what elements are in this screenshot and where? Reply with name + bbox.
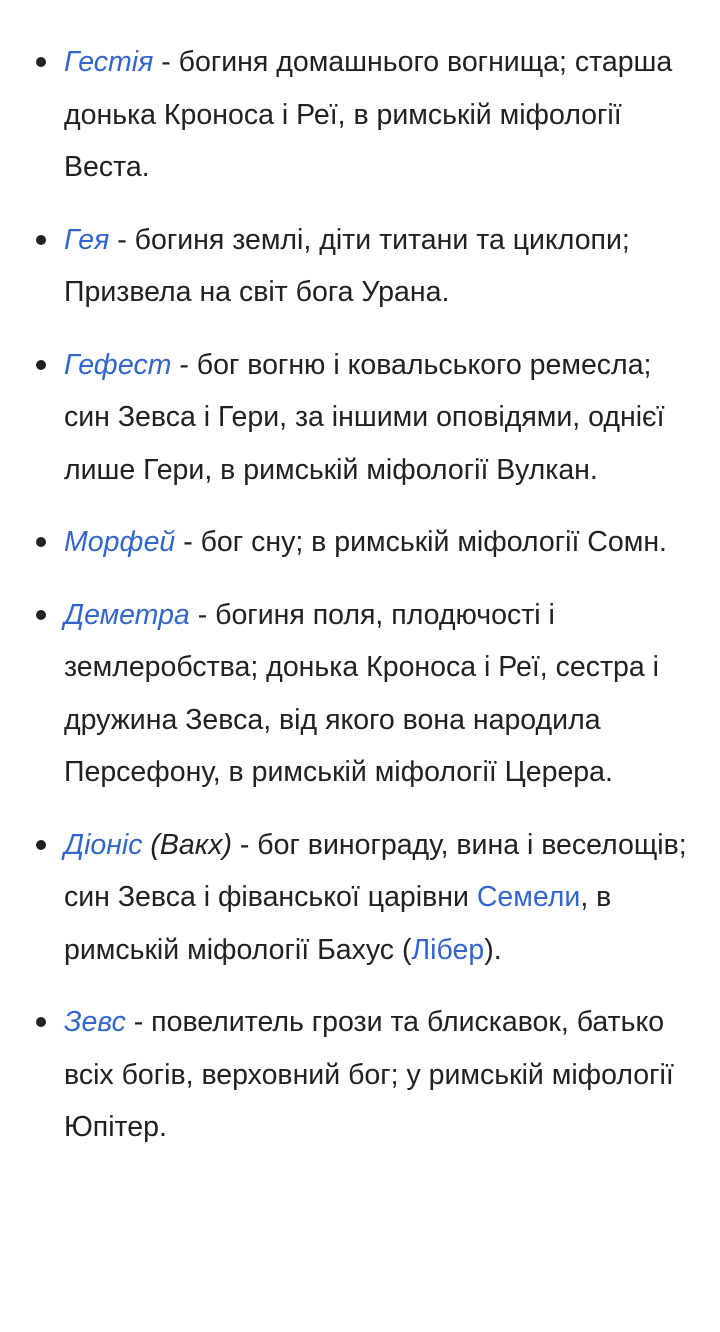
list-item [0, 819, 720, 977]
link-hestia[interactable]: Гестія [64, 46, 154, 78]
item-description-end: ). [484, 933, 502, 966]
bullet-icon [36, 537, 46, 547]
list-item [0, 36, 720, 194]
link-dionysus[interactable]: Діоніс [64, 828, 143, 861]
link-gaia[interactable]: Гея [64, 223, 110, 256]
list-item [0, 996, 720, 1154]
list-item [0, 214, 720, 319]
link-demeter[interactable]: Деметра [64, 598, 190, 631]
bullet-icon [36, 1017, 46, 1027]
link-liber[interactable]: Лібер [411, 933, 485, 966]
list-item [0, 516, 720, 569]
bullet-icon [36, 57, 46, 67]
bullet-icon [36, 840, 46, 850]
item-description: - бог вогню і ковальського ремесла; син Зевса і Гери, за іншими оповідями, однієї лише Гери, в римській міфології Вулкан. [64, 348, 665, 486]
item-alias: (Вакх) [142, 828, 232, 861]
item-description: - бог сну; в римській міфології Сомн. [175, 526, 667, 558]
link-hephaestus[interactable]: Гефест [64, 348, 172, 381]
item-description-cont: , в римській міфології Бахус ( [64, 881, 612, 966]
bullet-icon [36, 235, 46, 245]
list-item [0, 339, 720, 497]
link-semele[interactable]: Семели [476, 881, 581, 913]
bullet-icon [36, 610, 46, 620]
link-morpheus[interactable]: Морфей [64, 526, 176, 558]
item-description: - богиня поля, плодючості і землеробства; донька Кроноса і Реї, сестра і дружина Зевса, від якого вона народила Персефону, в римській міфології Церера. [64, 598, 659, 788]
bullet-icon [36, 360, 46, 370]
list-item [0, 589, 720, 799]
item-description: - богиня землі, діти титани та циклопи; Призвела на світ бога Урана. [64, 223, 630, 308]
item-description: - богиня домашнього вогнища; старша донька Кроноса і Реї, в римській міфології Веста. [64, 46, 673, 183]
item-description: - бог винограду, вина і веселощів; син Зевса і фіванської царівни [64, 828, 687, 913]
link-zeus[interactable]: Зевс [64, 1006, 126, 1038]
item-description: - повелитель грози та блискавок, батько всіх богів, верховний бог; у римській міфології Юпітер. [64, 1006, 674, 1143]
